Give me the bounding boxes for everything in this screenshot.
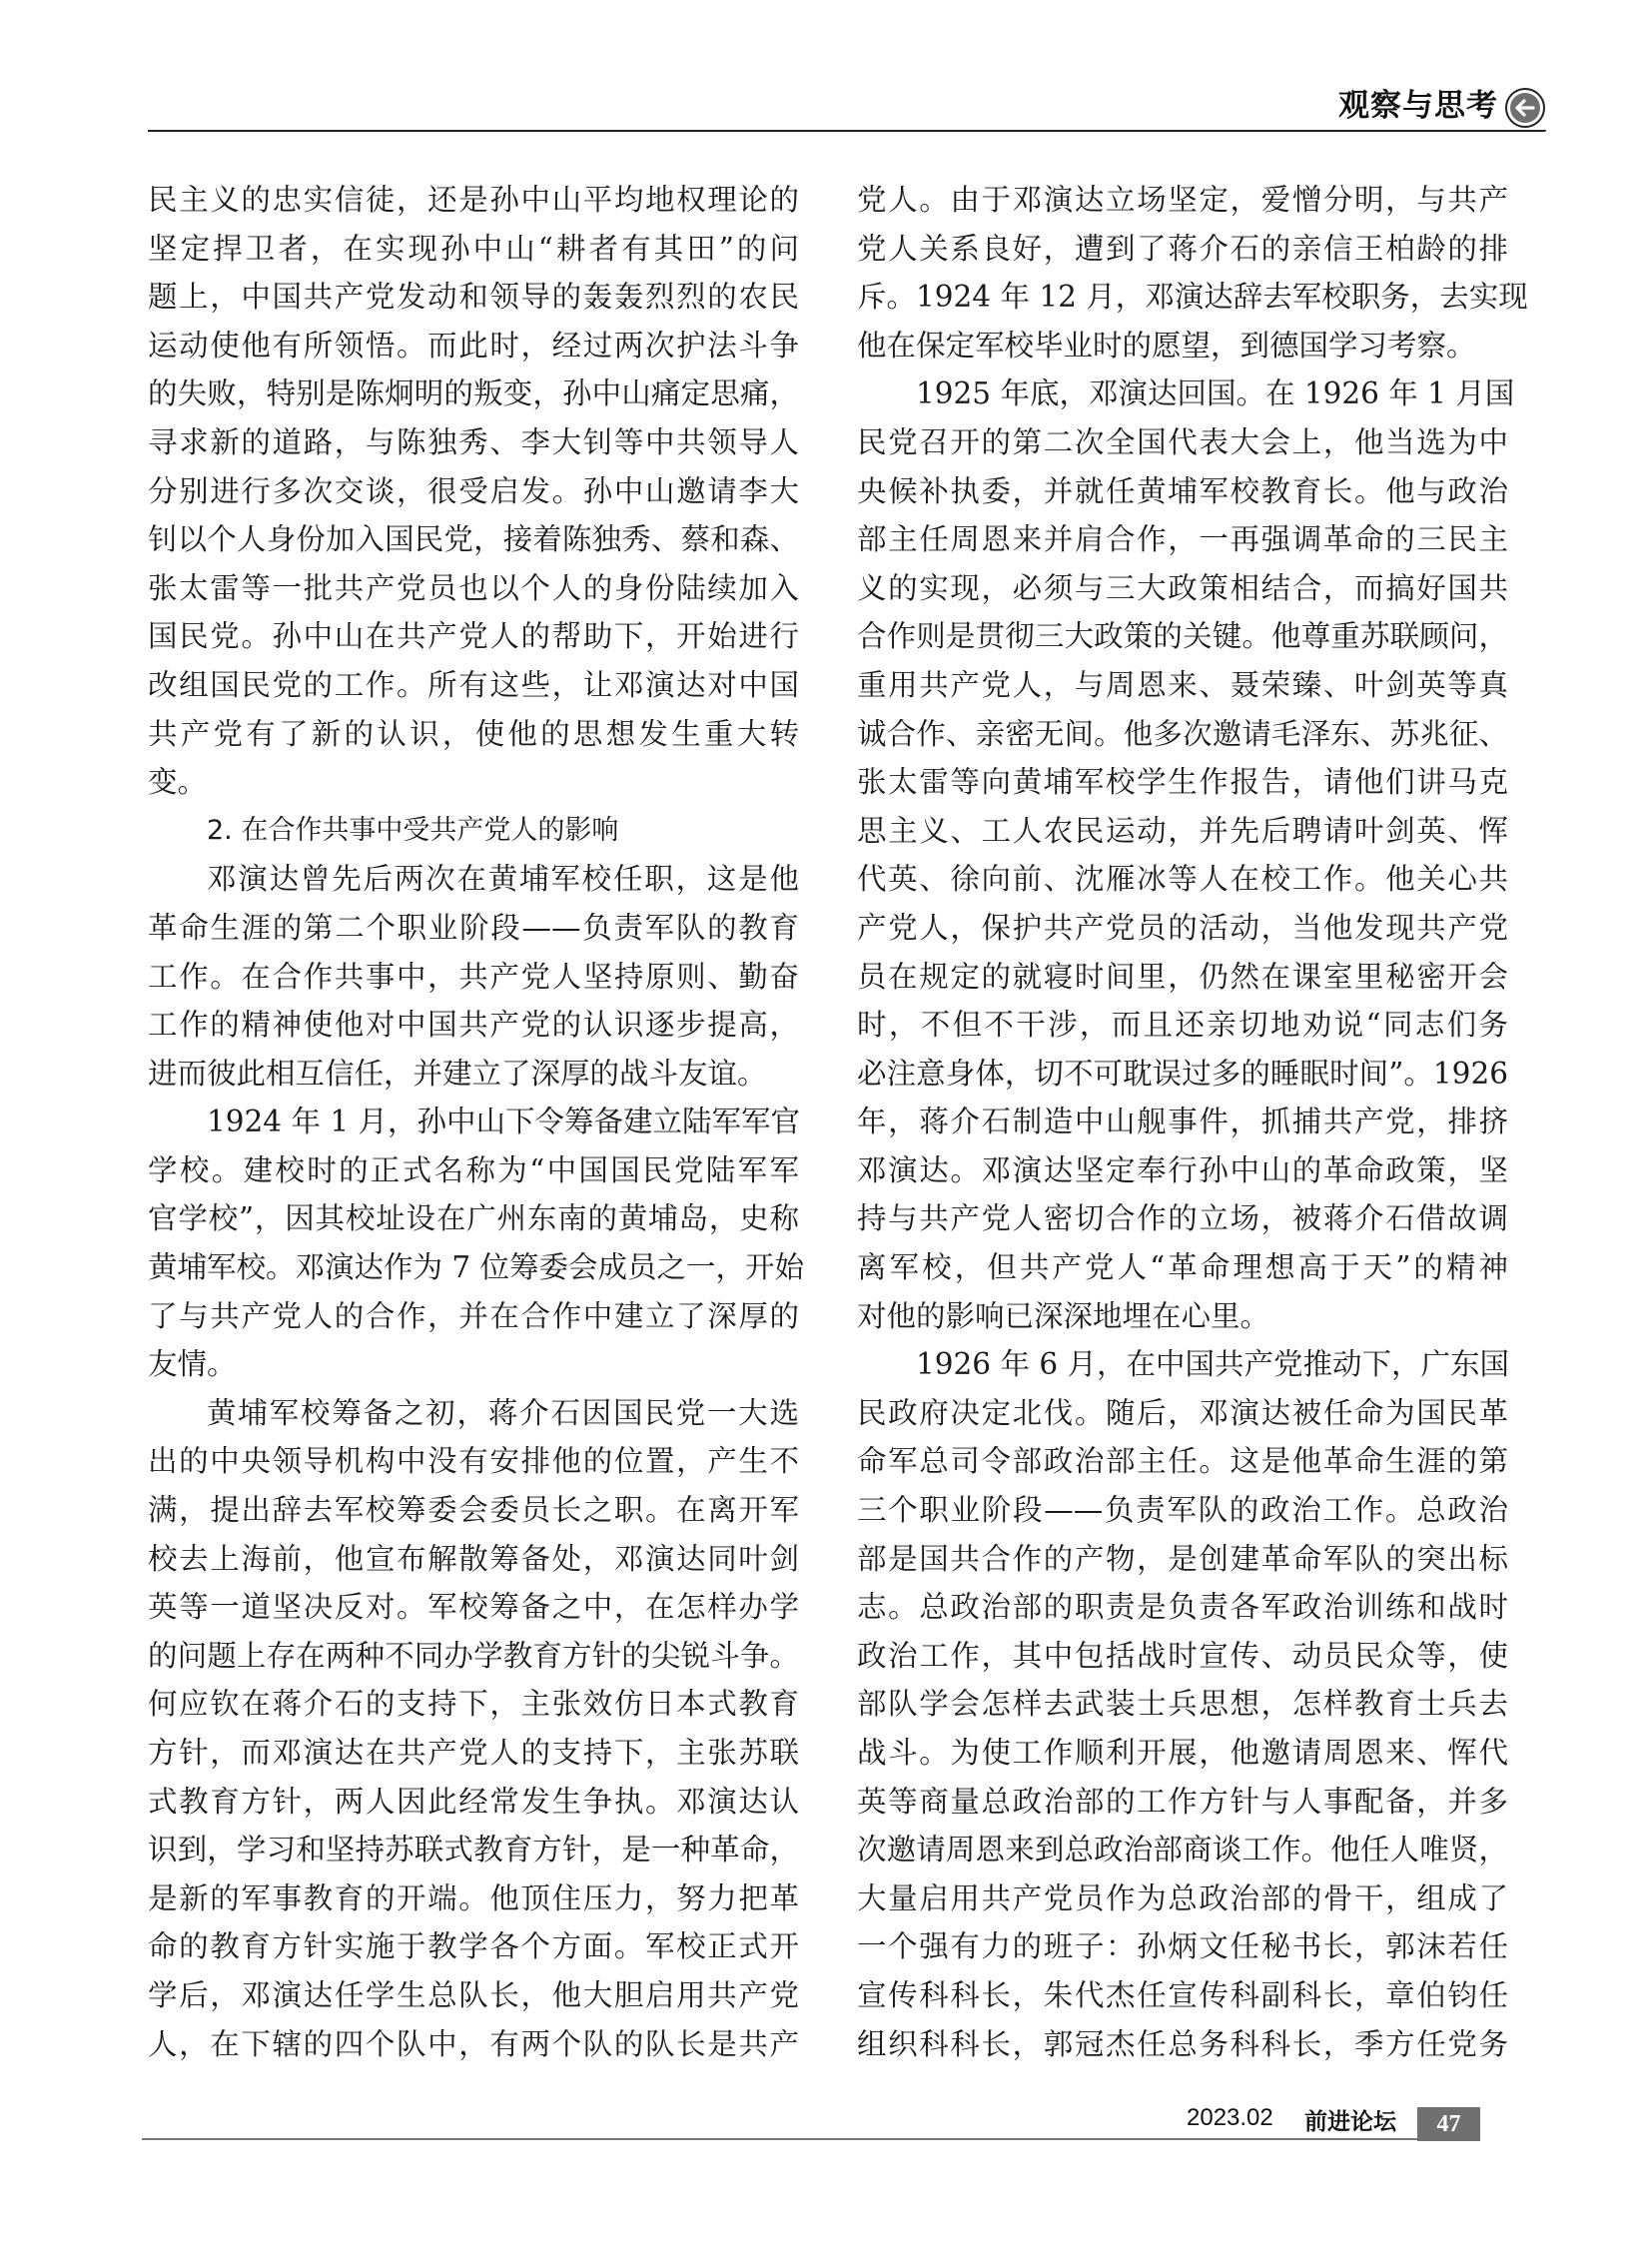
text-line: 1924 年 1 月，孙中山下令筹备建立陆军军官 bbox=[207, 1105, 800, 1139]
issue-date: 2023.02 bbox=[1187, 2104, 1273, 2131]
text-line: 学校。建校时的正式名称为“中国国民党陆军军 bbox=[148, 1152, 799, 1187]
text-line: 张太雷等向黄埔军校学生作报告，请他们讲马克 bbox=[857, 765, 1508, 800]
text-line: 大量启用共产党员作为总政治部的骨干，组成了 bbox=[857, 1880, 1508, 1915]
text-line: 一个强有力的班子：孙炳文任秘书长，郭沫若任 bbox=[857, 1929, 1508, 1964]
text-line: 1926 年 6 月，在中国共产党推动下，广东国 bbox=[916, 1347, 1509, 1382]
text-line: 坚定捍卫者，在实现孙中山“耕者有其田”的问 bbox=[148, 231, 799, 266]
text-line: 英等一道坚决反对。军校筹备之中，在怎样办学 bbox=[148, 1590, 799, 1625]
text-line: 斥。1924 年 12 月，邓演达辞去军校职务，去实现 bbox=[857, 280, 1528, 315]
text-line: 出的中央领导机构中没有安排他的位置，产生不 bbox=[148, 1444, 799, 1479]
text-line: 员在规定的就寝时间里，仍然在课室里秘密开会 bbox=[857, 959, 1508, 994]
text-line: 满，提出辞去军校筹委会委员长之职。在离开军 bbox=[148, 1493, 799, 1528]
text-line: 人，在下辖的四个队中，有两个队的队长是共产 bbox=[148, 2026, 799, 2061]
text-line: 黄埔军校。邓演达作为 7 位筹委会成员之一，开始 bbox=[148, 1250, 805, 1285]
right-column bbox=[857, 176, 1528, 2068]
text-line: 革命生涯的第二个职业阶段——负责军队的教育 bbox=[148, 910, 799, 945]
text-line: 年，蒋介石制造中山舰事件，抓捕共产党，排挤 bbox=[857, 1105, 1508, 1139]
text-line: 1925 年底，邓演达回国。在 1926 年 1 月国 bbox=[916, 376, 1515, 411]
text-line: 黄埔军校筹备之初，蒋介石因国民党一大选 bbox=[207, 1395, 799, 1430]
text-line: 运动使他有所领悟。而此时，经过两次护法斗争 bbox=[148, 328, 799, 363]
text-line: 持与共产党人密切合作的立场，被蒋介石借故调 bbox=[857, 1201, 1508, 1236]
text-line: 民主义的忠实信徒，还是孙中山平均地权理论的 bbox=[148, 183, 799, 217]
text-line: 次邀请周恩来到总政治部商谈工作。他任人唯贤， bbox=[857, 1833, 1508, 1868]
text-line: 进而彼此相互信任，并建立了深厚的战斗友谊。 bbox=[148, 1056, 767, 1091]
text-line: 国民党。孙中山在共产党人的帮助下，开始进行 bbox=[148, 619, 799, 654]
text-line: 式教育方针，两人因此经常发生争执。邓演达认 bbox=[148, 1784, 799, 1819]
text-line: 官学校”，因其校址设在广州东南的黄埔岛，史称 bbox=[148, 1201, 799, 1236]
back-arrow-circle-icon bbox=[1505, 88, 1545, 128]
text-line: 题上，中国共产党发动和领导的轰轰烈烈的农民 bbox=[148, 280, 799, 315]
text-line: 邓演达。邓演达坚定奉行孙中山的革命政策，坚 bbox=[857, 1152, 1508, 1187]
text-line: 命军总司令部政治部主任。这是他革命生涯的第 bbox=[857, 1444, 1508, 1479]
text-line: 离军校，但共产党人“革命理想高于天”的精神 bbox=[857, 1250, 1508, 1285]
text-line: 宣传科科长，朱代杰任宣传科副科长，章伯钧任 bbox=[857, 1977, 1508, 2012]
text-line: 是新的军事教育的开端。他顶住压力，努力把革 bbox=[148, 1880, 799, 1915]
text-line: 邓演达曾先后两次在黄埔军校任职，这是他 bbox=[207, 862, 799, 897]
left-column bbox=[148, 176, 805, 2068]
text-line: 部是国共合作的产物，是创建革命军队的突出标 bbox=[857, 1541, 1508, 1576]
text-line: 部队学会怎样去武装士兵思想，怎样教育士兵去 bbox=[857, 1687, 1508, 1722]
text-line: 代英、徐向前、沈雁冰等人在校工作。他关心共 bbox=[857, 862, 1508, 897]
journal-name: 前进论坛 bbox=[1304, 2108, 1396, 2135]
text-line: 的失败，特别是陈炯明的叛变，孙中山痛定思痛， bbox=[148, 376, 799, 411]
section-title: 观察与思考 bbox=[1338, 88, 1498, 124]
text-line: 学后，邓演达任学生总队长，他大胆启用共产党 bbox=[148, 1977, 799, 2012]
text-line: 方针，而邓演达在共产党人的支持下，主张苏联 bbox=[148, 1736, 799, 1770]
text-line: 党人。由于邓演达立场坚定，爱憎分明，与共产 bbox=[857, 183, 1508, 217]
text-line: 工作的精神使他对中国共产党的认识逐步提高， bbox=[148, 1008, 799, 1043]
text-line: 友情。 bbox=[148, 1347, 237, 1382]
text-line: 合作则是贯彻三大政策的关键。他尊重苏联顾问， bbox=[857, 619, 1508, 654]
text-line: 时，不但不干涉，而且还亲切地劝说“同志们务 bbox=[857, 1008, 1508, 1043]
text-line: 英等商量总政治部的工作方针与人事配备，并多 bbox=[857, 1784, 1508, 1819]
text-line: 改组国民党的工作。所有这些，让邓演达对中国 bbox=[148, 667, 799, 702]
text-line: 义的实现，必须与三大政策相结合，而搞好国共 bbox=[857, 570, 1508, 605]
header-rule bbox=[148, 130, 1546, 132]
section-subheading: 2. 在合作共事中受共产党人的影响 bbox=[207, 814, 619, 846]
text-line: 钊以个人身份加入国民党，接着陈独秀、蔡和森、 bbox=[148, 522, 799, 557]
text-line: 政治工作，其中包括战时宣传、动员民众等，使 bbox=[857, 1638, 1508, 1673]
text-line: 的问题上存在两种不同办学教育方针的尖锐斗争。 bbox=[148, 1638, 799, 1673]
text-line: 民政府决定北伐。随后，邓演达被任命为国民革 bbox=[857, 1395, 1508, 1430]
text-line: 寻求新的道路，与陈独秀、李大钊等中共领导人 bbox=[148, 424, 799, 459]
text-line: 变。 bbox=[148, 765, 208, 800]
text-line: 民党召开的第二次全国代表大会上，他当选为中 bbox=[857, 424, 1508, 459]
text-line: 党人关系良好，遭到了蒋介石的亲信王柏龄的排 bbox=[857, 231, 1508, 266]
text-line: 他在保定军校毕业时的愿望，到德国学习考察。 bbox=[857, 328, 1476, 363]
text-line: 志。总政治部的职责是负责各军政治训练和战时 bbox=[857, 1590, 1508, 1625]
text-line: 必注意身体，切不可耽误过多的睡眠时间”。1926 bbox=[857, 1056, 1508, 1091]
text-line: 了与共产党人的合作，并在合作中建立了深厚的 bbox=[148, 1298, 799, 1333]
text-line: 命的教育方针实施于教学各个方面。军校正式开 bbox=[148, 1929, 799, 1964]
text-line: 部主任周恩来并肩合作，一再强调革命的三民主 bbox=[857, 522, 1508, 557]
text-line: 识到，学习和坚持苏联式教育方针，是一种革命， bbox=[148, 1833, 799, 1868]
text-line: 思主义、工人农民运动，并先后聘请叶剑英、恽 bbox=[857, 813, 1508, 848]
text-line: 分别进行多次交谈，很受启发。孙中山邀请李大 bbox=[148, 473, 799, 508]
text-line: 校去上海前，他宣布解散筹备处，邓演达同叶剑 bbox=[148, 1541, 799, 1576]
text-line: 组织科科长，郭冠杰任总务科科长，季方任党务 bbox=[857, 2026, 1508, 2061]
text-line: 工作。在合作共事中，共产党人坚持原则、勤奋 bbox=[148, 959, 799, 994]
text-line: 战斗。为使工作顺利开展，他邀请周恩来、恽代 bbox=[857, 1736, 1508, 1770]
text-line: 共产党有了新的认识，使他的思想发生重大转 bbox=[148, 716, 799, 751]
text-line: 央候补执委，并就任黄埔军校教育长。他与政治 bbox=[857, 473, 1508, 508]
page-number: 47 bbox=[1417, 2107, 1480, 2141]
text-line: 张太雷等一批共产党员也以个人的身份陆续加入 bbox=[148, 570, 799, 605]
footer-rule bbox=[142, 2138, 1420, 2140]
text-line: 诚合作、亲密无间。他多次邀请毛泽东、苏兆征、 bbox=[857, 716, 1508, 751]
text-line: 何应钦在蒋介石的支持下，主张效仿日本式教育 bbox=[148, 1687, 799, 1722]
text-line: 产党人，保护共产党员的活动，当他发现共产党 bbox=[857, 910, 1508, 945]
text-line: 重用共产党人，与周恩来、聂荣臻、叶剑英等真 bbox=[857, 667, 1508, 702]
text-line: 三个职业阶段——负责军队的政治工作。总政治 bbox=[857, 1493, 1508, 1528]
text-line: 对他的影响已深深地埋在心里。 bbox=[857, 1298, 1270, 1333]
